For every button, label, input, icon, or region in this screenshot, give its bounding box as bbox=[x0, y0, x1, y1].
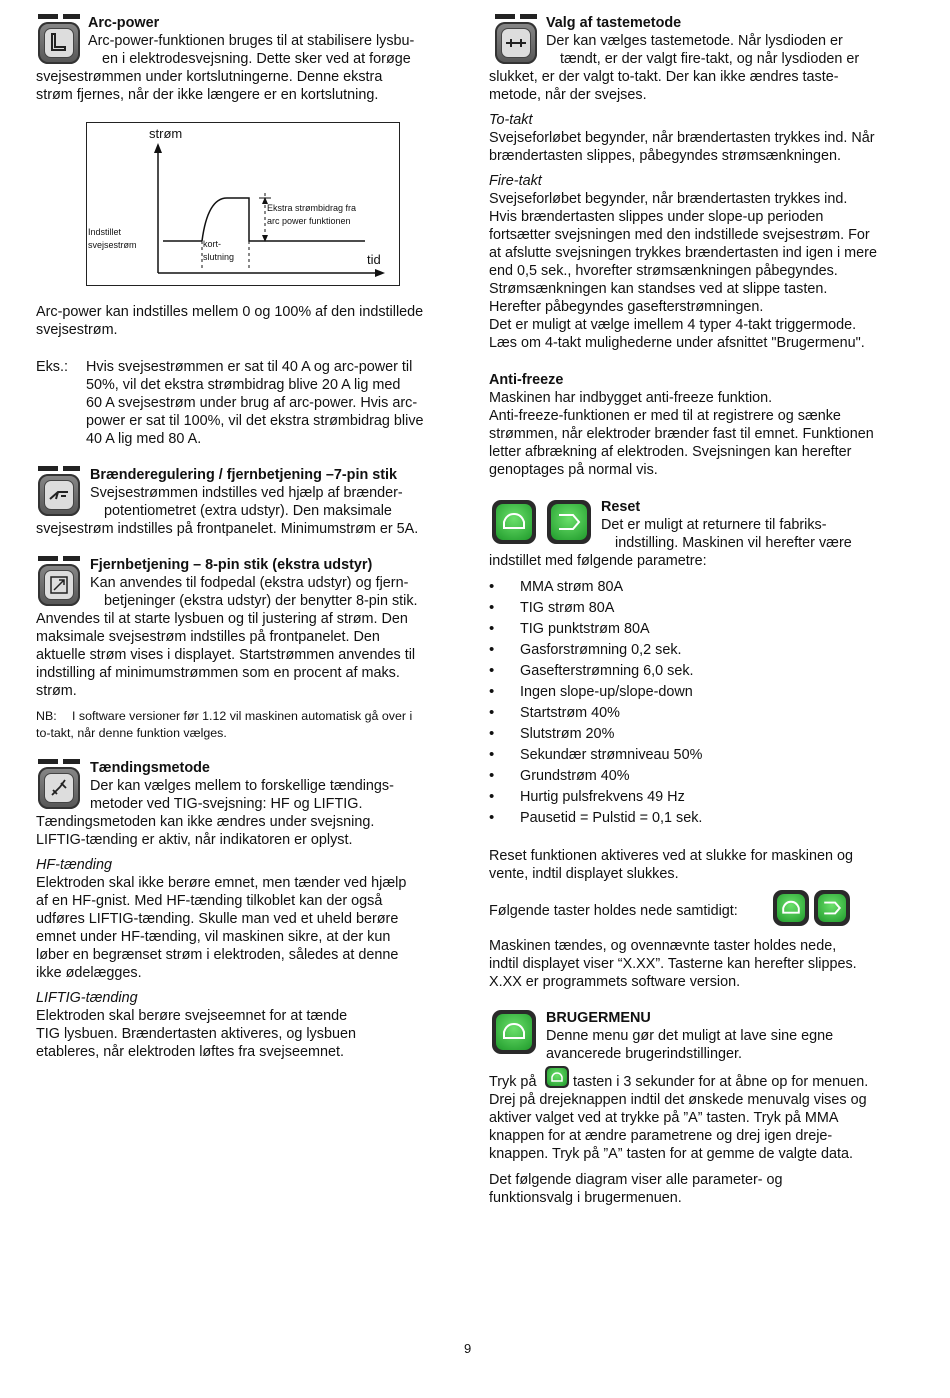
trigger-mode-icon bbox=[493, 14, 539, 66]
antifreeze-text-2: Anti-freeze-funktionen er med til at registrere og sænke bbox=[489, 408, 841, 424]
example-line-1: Hvis svejsestrømmen er sat til 40 A og arc-power til bbox=[86, 359, 413, 375]
remote-title: Fjernbetjening – 8-pin stik (ekstra udstyr) bbox=[90, 557, 373, 573]
diagram-y-label: strøm bbox=[149, 126, 183, 141]
liftig-text-2: TIG lysbuen. Brændertasten aktiveres, og lysbuen bbox=[36, 1026, 356, 1042]
torch-title: Brænderegulering / fjernbetjening –7-pin stik bbox=[90, 467, 398, 483]
remote-control-icon bbox=[36, 556, 82, 608]
list-item: • Slutstrøm 20% bbox=[489, 725, 889, 746]
trigger-text-4: metode, når der svejses. bbox=[489, 87, 647, 103]
list-item: • Pausetid = Pulstid = 0,1 sek. bbox=[489, 809, 889, 830]
diagram-set-label-2: svejsestrøm bbox=[88, 240, 137, 250]
list-item: • TIG strøm 80A bbox=[489, 599, 889, 620]
diagram-x-label: tid bbox=[367, 252, 381, 267]
reset-after-3: X.XX er programmets software version. bbox=[489, 974, 741, 990]
four-stroke-text-7: Herefter påbegyndes gasefterstrømningen. bbox=[489, 299, 764, 315]
arc-power-text-2: en i elektrodesvejsning. Dette sker ved at forøge bbox=[102, 51, 411, 67]
ignition-title: Tændingsmetode bbox=[90, 760, 210, 776]
torch-text-2: potentiometret (extra udstyr). Den maksimale bbox=[104, 503, 392, 519]
ignition-text-2: metoder ved TIG-svejsning: HF og LIFTIG. bbox=[90, 796, 363, 812]
torch-text-3: svejsestrøm indstilles på frontpanelet. Minimumstrøm er 5A. bbox=[36, 521, 419, 537]
example-line-2: 50%, vil det ekstra strømbidrag blive 20 A lig med bbox=[86, 377, 401, 393]
list-item: • Gasefterstrømning 6,0 sek. bbox=[489, 662, 889, 683]
two-stroke-text-2: brændertasten slippes, påbegyndes strømsænkningen. bbox=[489, 148, 841, 164]
list-item: • Ingen slope-up/slope-down bbox=[489, 683, 889, 704]
diagram-short-label-2: slutning bbox=[203, 252, 235, 262]
trigger-button-icon bbox=[547, 500, 591, 544]
hf-text-2: af en HF-gnist. Med HF-tænding tilkoblet kan der også bbox=[36, 893, 383, 909]
reset-text-3: indstillet med følgende parametre: bbox=[489, 553, 707, 569]
reset-parameter-list bbox=[489, 578, 889, 830]
hf-text-1: Elektroden skal ikke berøre emnet, men tænder ved hjælp bbox=[36, 875, 407, 891]
example-line-4: power er sat til 100%, vil det ekstra strømbidrag blive bbox=[86, 413, 424, 429]
usermenu-text-6: knappen. Tryk på ”A” tasten for at gemme de valgte data. bbox=[489, 1146, 853, 1162]
reset-text-2: indstilling. Maskinen vil herefter være bbox=[615, 535, 852, 551]
usermenu-text-1: Denne menu gør det muligt at lave sine egne bbox=[546, 1028, 834, 1044]
four-stroke-text-2: Hvis brændertasten slippes under slope-up perioden bbox=[489, 209, 824, 225]
torch-icon bbox=[36, 466, 82, 518]
arc-power-range-1: Arc-power kan indstilles mellem 0 og 100% af den indstillede bbox=[36, 304, 424, 320]
list-item: • Hurtig pulsfrekvens 49 Hz bbox=[489, 788, 889, 809]
hf-text-3: udføres LIFTIG-tænding. Skulle man ved et uheld berøre bbox=[36, 911, 399, 927]
antifreeze-text-3: strømmen, når elektroder brænder fast til emnet. Funktionen bbox=[489, 426, 874, 442]
antifreeze-text-4: letter afbrækning af elektroden. Svejsningen kan herefter bbox=[489, 444, 852, 460]
arc-power-diagram bbox=[86, 122, 400, 286]
four-stroke-text-5: end 0,5 sek., hvorefter strømsænkningen påbegyndes. bbox=[489, 263, 838, 279]
example-prefix: Eks.: bbox=[36, 359, 68, 375]
mma-button-icon bbox=[492, 500, 536, 544]
list-item: • Gasforstrømning 0,2 sek. bbox=[489, 641, 889, 662]
remote-text-1: Kan anvendes til fodpedal (ekstra udstyr) og fjern- bbox=[90, 575, 409, 591]
trigger-text-2: tændt, er der valgt fire-takt, og når lysdioden er bbox=[560, 51, 860, 67]
usermenu-press-b: tasten i 3 sekunder for at åbne op for menuen. bbox=[573, 1074, 869, 1090]
reset-hold-text: Følgende taster holdes nede samtidigt: bbox=[489, 903, 738, 919]
remote-text-6: indstilling af minimumstrømmen som en procent af maks. bbox=[36, 665, 400, 681]
remote-nb-2: to-takt, når denne funktion vælges. bbox=[36, 726, 227, 740]
trigger-title: Valg af tastemetode bbox=[546, 15, 682, 31]
hf-title: HF-tænding bbox=[36, 857, 112, 873]
trigger-text-1: Der kan vælges tastemetode. Når lysdioden er bbox=[546, 33, 843, 49]
trigger-button-small-icon bbox=[814, 890, 850, 926]
usermenu-mma-button-icon bbox=[492, 1010, 536, 1054]
hf-text-5: løber en begrænset strøm i elektroden, således at denne bbox=[36, 947, 399, 963]
antifreeze-text-5: genoptages på normal vis. bbox=[489, 462, 658, 478]
diagram-short-label-1: kort- bbox=[203, 239, 221, 249]
reset-after-1: Maskinen tændes, og ovennævnte taster holdes nede, bbox=[489, 938, 837, 954]
ignition-icon bbox=[36, 759, 82, 811]
list-item: • Sekundær strømniveau 50% bbox=[489, 746, 889, 767]
remote-nb-1: I software versioner før 1.12 vil maskinen automatisk gå over i bbox=[72, 709, 413, 723]
example-line-3: 60 A svejsestrøm under brug af arc-power. Hvis arc- bbox=[86, 395, 418, 411]
ignition-text-1: Der kan vælges mellem to forskellige tændings- bbox=[90, 778, 394, 794]
two-stroke-text-1: Svejseforløbet begynder, når brændertasten trykkes ind. Når bbox=[489, 130, 875, 146]
usermenu-text-8: funktionsvalg i brugermenuen. bbox=[489, 1190, 682, 1206]
two-stroke-title: To-takt bbox=[489, 112, 533, 128]
page-number: 9 bbox=[464, 1341, 472, 1356]
reset-text-1: Det er muligt at returnere til fabriks- bbox=[601, 517, 827, 533]
remote-text-4: maksimale svejsestrøm indstilles på frontpanelet. Den bbox=[36, 629, 380, 645]
four-stroke-text-9: Læs om 4-takt mulighederne under afsnittet "Brugermenu". bbox=[489, 335, 865, 351]
arc-power-title: Arc-power bbox=[88, 15, 160, 31]
usermenu-text-7: Det følgende diagram viser alle parameter- og bbox=[489, 1172, 783, 1188]
antifreeze-text-1: Maskinen har indbygget anti-freeze funktion. bbox=[489, 390, 773, 406]
list-item: • Grundstrøm 40% bbox=[489, 767, 889, 788]
four-stroke-text-1: Svejseforløbet begynder, når brændertasten trykkes ind. bbox=[489, 191, 848, 207]
remote-nb-prefix: NB: bbox=[36, 709, 57, 723]
torch-text-1: Svejsestrømmen indstilles ved hjælp af brænder- bbox=[90, 485, 403, 501]
inline-mma-button-icon bbox=[545, 1066, 569, 1088]
liftig-title: LIFTIG-tænding bbox=[36, 990, 138, 1006]
remote-text-5: aktuelle strøm vises i displayet. Startstrømmen anvendes til bbox=[36, 647, 416, 663]
example-line-5: 40 A lig med 80 A. bbox=[86, 431, 202, 447]
hf-text-6: ikke ødelægges. bbox=[36, 965, 142, 981]
hf-text-4: emnet under HF-tænding, vil maskinen sikre, at der kun bbox=[36, 929, 391, 945]
reset-after-2: indtil displayet viser “X.XX”. Tasterne kan herefter slippes. bbox=[489, 956, 857, 972]
list-item: • Startstrøm 40% bbox=[489, 704, 889, 725]
reset-title: Reset bbox=[601, 499, 641, 515]
liftig-text-1: Elektroden skal berøre svejseemnet for at tænde bbox=[36, 1008, 348, 1024]
four-stroke-title: Fire-takt bbox=[489, 173, 542, 189]
usermenu-text-2: avancerede brugerindstillinger. bbox=[546, 1046, 742, 1062]
antifreeze-title: Anti-freeze bbox=[489, 372, 564, 388]
ignition-text-3: Tændingsmetoden kan ikke ændres under svejsning. bbox=[36, 814, 375, 830]
usermenu-title: BRUGERMENU bbox=[546, 1010, 651, 1026]
arc-power-text-4: strøm fjernes, når der ikke længere er en kortslutning. bbox=[36, 87, 379, 103]
arc-power-range-2: svejsestrøm. bbox=[36, 322, 118, 338]
reset-activate-2: vente, indtil displayet slukkes. bbox=[489, 866, 679, 882]
four-stroke-text-3: fortsætter svejsningen med den indstillede svejsestrøm. For bbox=[489, 227, 870, 243]
remote-text-7: strøm. bbox=[36, 683, 77, 699]
diagram-set-label-1: Indstillet bbox=[88, 227, 122, 237]
arc-power-icon bbox=[36, 14, 82, 66]
arc-power-text-1: Arc-power-funktionen bruges til at stabilisere lysbu- bbox=[88, 33, 415, 49]
usermenu-press-a: Tryk på bbox=[489, 1074, 537, 1090]
usermenu-text-3: Drej på drejeknappen indtil det ønskede menuvalg vises og bbox=[489, 1092, 867, 1108]
trigger-text-3: slukket, er der valgt to-takt. Der kan ikke ændres taste- bbox=[489, 69, 839, 85]
mma-button-small-icon bbox=[773, 890, 809, 926]
four-stroke-text-6: Strømsænkningen kan standses ved at slippe tasten. bbox=[489, 281, 828, 297]
list-item: • MMA strøm 80A bbox=[489, 578, 889, 599]
usermenu-text-5: knappen for at ændre parametrene og drej igen dreje- bbox=[489, 1128, 833, 1144]
arc-power-text-3: svejsestrømmen under kortslutningerne. Denne ekstra bbox=[36, 69, 383, 85]
ignition-text-4: LIFTIG-tænding er aktiv, når indikatoren er oplyst. bbox=[36, 832, 353, 848]
remote-text-2: betjeninger (ekstra udstyr) der benytter 8-pin stik. bbox=[104, 593, 418, 609]
liftig-text-3: etableres, når elektroden løftes fra svejseemnet. bbox=[36, 1044, 344, 1060]
diagram-extra-label-2: arc power funktionen bbox=[267, 216, 351, 226]
remote-text-3: Anvendes til at starte lysbuen og til justering af strøm. Den bbox=[36, 611, 408, 627]
usermenu-text-4: aktiver valget ved at trykke på ”A” tasten. Tryk på MMA bbox=[489, 1110, 839, 1126]
diagram-extra-label-1: Ekstra strømbidrag fra bbox=[267, 203, 357, 213]
four-stroke-text-4: at afslutte svejsningen trykkes brændertasten ind igen i mere bbox=[489, 245, 877, 261]
four-stroke-text-8: Det er muligt at vælge imellem 4 typer 4-takt triggermode. bbox=[489, 317, 857, 333]
reset-activate-1: Reset funktionen aktiveres ved at slukke for maskinen og bbox=[489, 848, 853, 864]
list-item: • TIG punktstrøm 80A bbox=[489, 620, 889, 641]
